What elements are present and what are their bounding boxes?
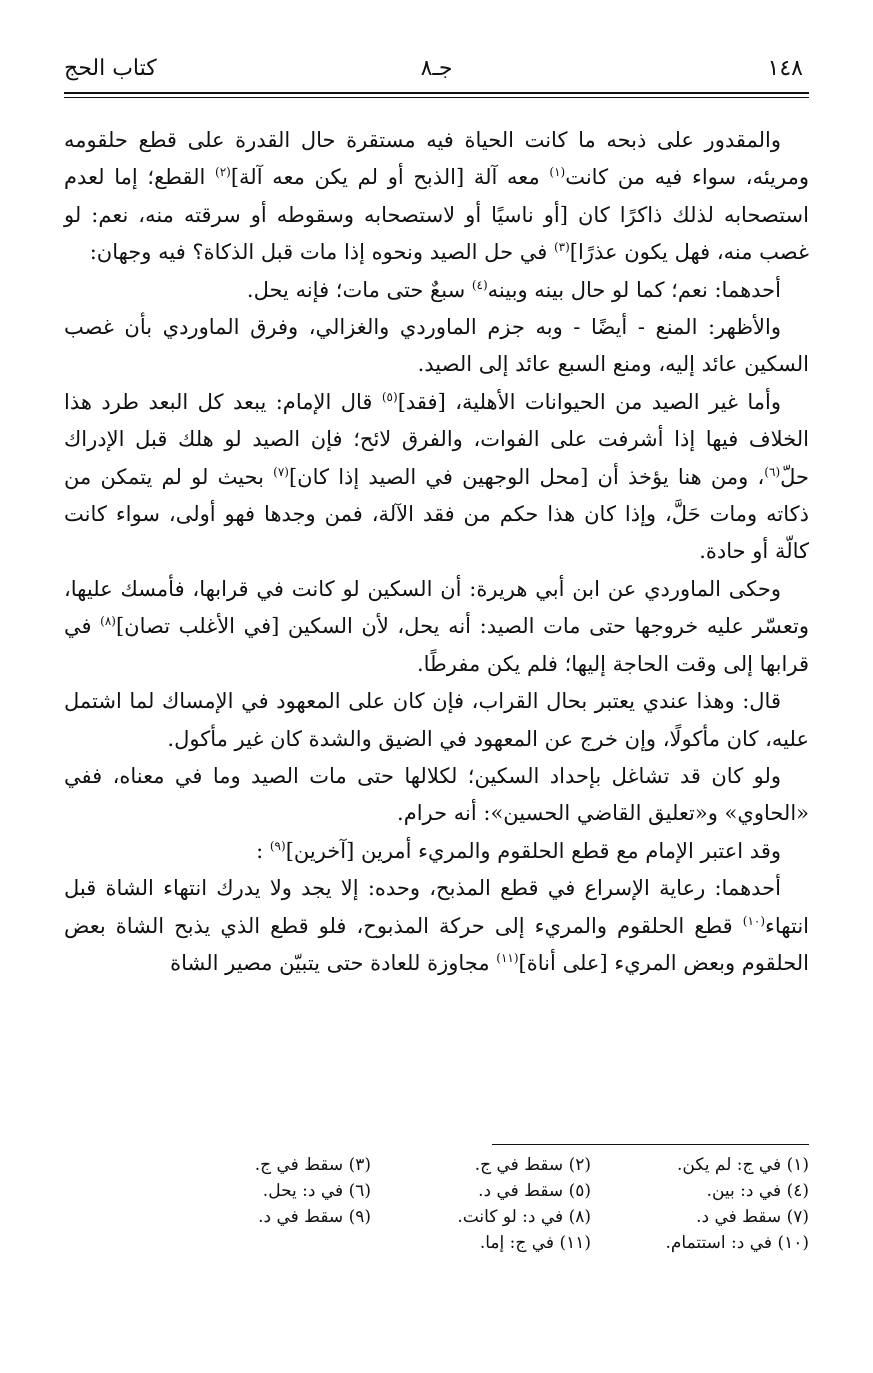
footnote-item: (١١) في ج: إما. [479,1233,591,1253]
volume-part: جـ٨ [420,56,453,81]
text-run: ولو كان قد تشاغل بإحداد السكين؛ لكلالها حتى مات الصيد وما في معناه، ففي «الحاوي» و«تعليق القاضي الحسين»: أنه حرام. [64,763,809,826]
footnote-marker: (٤) [471,277,488,292]
text-run: قطع الحلقوم والمريء إلى حركة المذبوح، فلو قطع الذي يذبح الشاة بعض الحلقوم وبعض المريء [على أناة] [64,913,809,975]
text-run: قال: وهذا عندي يعتبر بحال القراب، فإن كان على المعهود في الإمساك لما اشتمل عليه، كان مأكولًا، وإن خرج عن المعهود في الضيق والشدة كان غير مأكول. [64,689,809,751]
footnote-separator [492,1144,809,1145]
footnote-item: (١) في ج: لم يكن. [677,1155,809,1175]
footnote-marker: (٢) [215,165,231,180]
header-rule [64,92,809,94]
text-run: قال الإمام: يبعد كل البعد طرد هذا الخلاف فيها إذا أشرفت على الفوات، والفرق لائح؛ فإن الصيد لو هلك قبل الإدراك حلّ [64,389,810,489]
text-run: في قرابها إلى وقت الحاجة إليها؛ فلم يكن مفرطًا. [64,614,809,676]
text-run: والمقدور على ذبحه ما كانت الحياة فيه مستقرة حال القدرة على قطع حلقومه ومريئه، سواء فيه من كانت [64,128,810,190]
text-run: وحكى الماوردي عن ابن أبي هريرة: أن السكين لو كانت في قرابها، فأمسك عليها، وتعسّر عليه خروجها حتى مات الصيد: أنه يحل، لأن السكين [في الأغلب تصان] [64,576,809,639]
footnote-item: (٥) سقط في د. [478,1181,591,1201]
main-text [64,122,809,982]
footnote-marker: (١) [549,165,566,180]
paragraph [64,758,809,833]
paragraph [64,870,809,982]
paragraph [64,571,809,683]
text-run: أحدهما: نعم؛ كما لو حال بينه وبينه [487,277,781,302]
paragraph [64,683,809,758]
text-run: القطع؛ إما لعدم استصحابه لذلك ذاكرًا كان [أو ناسيًا أو لاستصحابه وسقوطه أو سرقته منه، نعم: لو غصب منه، فهل يكون عذرًا] [64,165,809,265]
book-title: كتاب الحج [64,56,157,81]
footnote-item: (٩) سقط في د. [258,1207,371,1227]
footnote-item: (١٠) في د: استتمام. [665,1233,809,1253]
text-run: وأما غير الصيد من الحيوانات الأهلية، [فقد] [397,389,781,414]
paragraph [64,309,809,384]
paragraph [64,833,809,870]
text-run: سبعٌ حتى مات؛ فإنه يحل. [246,277,472,302]
footnote-marker: (٩) [269,838,286,853]
paragraph [64,122,809,272]
text-run: مجاوزة للعادة حتى يتبيّن مصير الشاة [170,950,497,975]
text-run: معه آلة [الذبح أو لم يكن معه آلة] [230,165,550,190]
text-run: بحيث لو لم يتمكن من ذكاته ومات حَلَّ، وإذا كان هذا حكم من فقد الآلة، فمن وجدها فهو أولى، سواء كانت كالّة أو حادة. [64,464,809,564]
text-run: في حل الصيد ونحوه إذا مات قبل الذكاة؟ فيه وجهان: [89,240,554,265]
footnote-item: (٧) سقط في د. [696,1207,809,1227]
footnote-item: (٣) سقط في ج. [254,1155,371,1175]
footnote-marker: (٧) [273,464,289,479]
paragraph [64,272,809,309]
text-run: والأظهر: المنع - أيضًا - وبه جزم الماوردي والغزالي، وفرق الماوردي بأن غصب السكين عائد إليه، ومنع السبع عائد إلى الصيد. [64,315,809,377]
footnote-marker: (١١) [496,950,519,965]
footnote-marker: (٣) [553,240,570,255]
footnote-item: (٤) في د: بين. [706,1181,809,1201]
text-run: وقد اعتبر الإمام مع قطع الحلقوم والمريء أمرين [آخرين] [285,838,781,863]
footnote-item: (٢) سقط في ج. [474,1155,591,1175]
footnote-marker: (٦) [764,464,781,479]
paragraph [64,384,809,571]
footnote-marker: (١٠) [742,913,766,928]
footnote-marker: (٥) [381,389,398,404]
header-rule-thin [64,97,809,98]
text-run: : [256,838,270,863]
page-number: ١٤٨ [767,56,803,81]
footnotes [150,1152,809,1256]
footnote-item: (٦) في د: يحل. [262,1181,371,1201]
text-run: ، ومن هنا يؤخذ أن [محل الوجهين في الصيد إذا كان] [288,464,765,489]
text-run: أحدهما: رعاية الإسراع في قطع المذبح، وحده: إلا يجد ولا يدرك انتهاء الشاة قبل انتهاء [64,876,809,938]
footnote-grid [150,1152,809,1256]
footnote-item: (٨) في د: لو كانت. [457,1207,591,1227]
page-header [64,52,809,92]
footnote-marker: (٨) [100,614,116,629]
